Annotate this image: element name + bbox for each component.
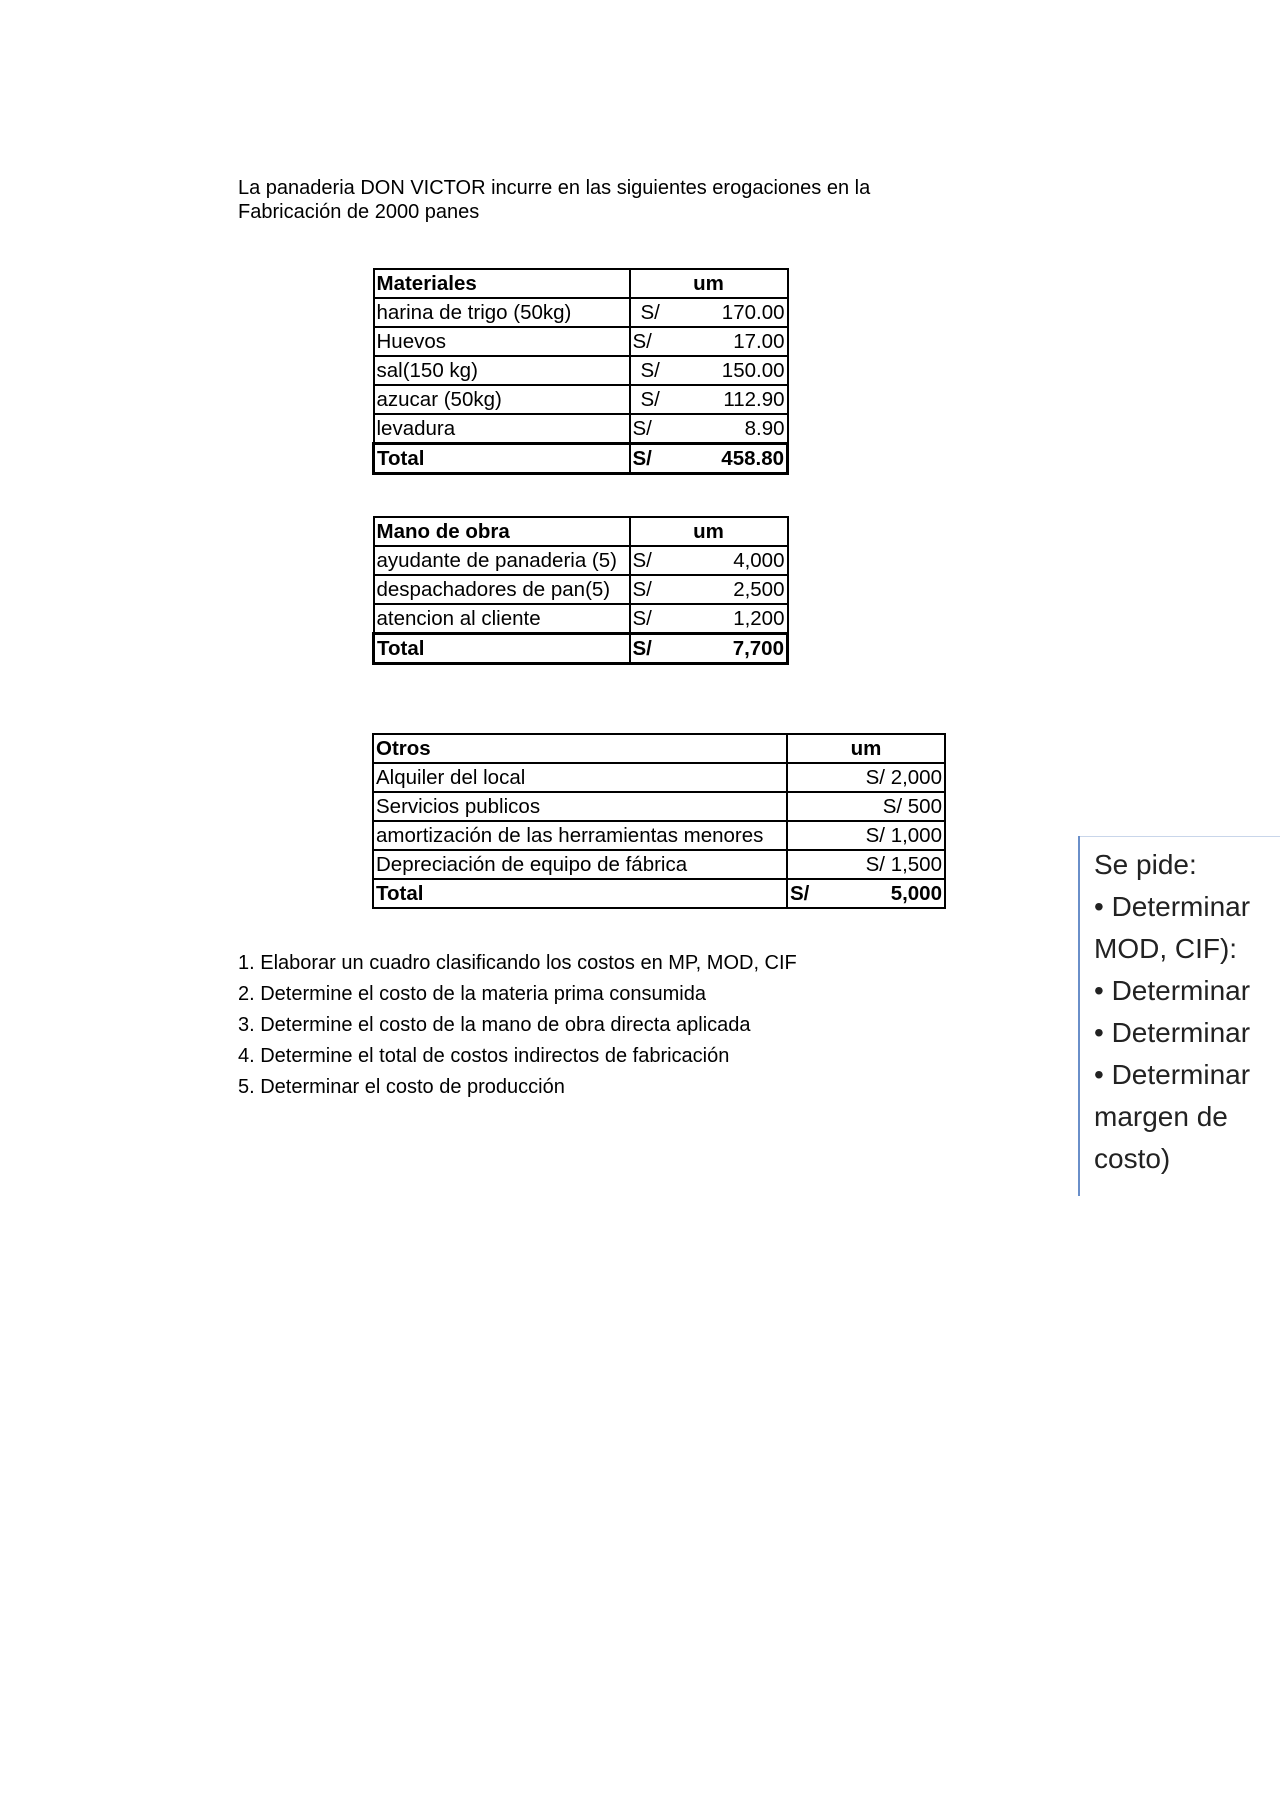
otros-header[interactable]: Otros [373,734,787,763]
total-currency[interactable]: S/ [630,634,670,664]
amount-cell[interactable]: 17.00 [670,327,788,356]
pasted-line: MOD, CIF): [1094,933,1238,964]
row-label[interactable]: azucar (50kg) [374,385,630,414]
table-row [374,327,788,356]
table-row [374,575,788,604]
mano-obra-table [372,516,789,665]
total-label[interactable]: Total [374,444,630,474]
pasted-line: Se pide: [1094,849,1197,880]
um-header[interactable]: um [787,734,945,763]
pasted-image[interactable] [1078,836,1280,1196]
total-label[interactable]: Total [373,879,787,908]
amount-cell[interactable]: 112.90 [670,385,788,414]
table-row [374,298,788,327]
total-amount[interactable]: 7,700 [670,634,788,664]
row-label[interactable]: levadura [374,414,630,444]
mano-obra-header[interactable]: Mano de obra [374,517,630,546]
question-item[interactable]: 4. Determine el total de costos indirectos de fabricación [238,1045,730,1067]
table-header-row [374,269,788,298]
table-row [373,821,945,850]
amount-cell[interactable]: S/ 500 [787,792,945,821]
total-currency[interactable]: S/ [787,879,827,908]
total-currency[interactable]: S/ [630,444,670,474]
intro-line-2: Fabricación de 2000 panes [238,201,480,223]
question-item[interactable]: 1. Elaborar un cuadro clasificando los costos en MP, MOD, CIF [238,952,797,974]
pasted-line: margen de [1094,1101,1228,1132]
table-header-row [374,517,788,546]
question-item[interactable]: 2. Determine el costo de la materia prima consumida [238,983,706,1005]
row-label[interactable]: sal(150 kg) [374,356,630,385]
row-label[interactable]: amortización de las herramientas menores [373,821,787,850]
currency-cell[interactable]: S/ [630,327,670,356]
question-item[interactable]: 5. Determinar el costo de producción [238,1076,565,1098]
materiales-table [372,268,789,475]
um-header[interactable]: um [630,269,788,298]
amount-cell[interactable]: 2,500 [670,575,788,604]
pasted-image-border [1080,836,1280,837]
amount-cell[interactable]: 150.00 [670,356,788,385]
row-label[interactable]: harina de trigo (50kg) [374,298,630,327]
questions-list [238,948,797,1103]
total-row [374,444,788,474]
currency-cell[interactable]: S/ [630,546,670,575]
row-label[interactable]: Alquiler del local [373,763,787,792]
pasted-line: costo) [1094,1143,1171,1174]
amount-cell[interactable]: S/ 1,500 [787,850,945,879]
question-item[interactable]: 3. Determine el costo de la mano de obra directa aplicada [238,1014,751,1036]
row-label[interactable]: despachadores de pan(5) [374,575,630,604]
pasted-line: • Determinar [1094,1059,1251,1090]
amount-cell[interactable]: 4,000 [670,546,788,575]
row-label[interactable]: ayudante de panaderia (5) [374,546,630,575]
table-header-row [373,734,945,763]
pasted-line: • Determinar [1094,1017,1251,1048]
intro-line-1: La panaderia DON VICTOR incurre en las siguientes erogaciones en la [238,177,871,199]
row-label[interactable]: atencion al cliente [374,604,630,634]
table-row [374,414,788,444]
currency-cell[interactable]: S/ [630,575,670,604]
intro-text [238,176,938,224]
currency-cell[interactable]: S/ [630,385,670,414]
table-row [373,763,945,792]
total-label[interactable]: Total [374,634,630,664]
amount-cell[interactable]: 8.90 [670,414,788,444]
row-label[interactable]: Huevos [374,327,630,356]
pasted-line: • Determinar [1094,891,1251,922]
table-row [374,546,788,575]
otros-table [372,733,946,909]
amount-cell[interactable]: 170.00 [670,298,788,327]
table-row [373,850,945,879]
table-row [374,356,788,385]
pasted-line: • Determinar [1094,975,1251,1006]
currency-cell[interactable]: S/ [630,298,670,327]
materiales-header[interactable]: Materiales [374,269,630,298]
row-label[interactable]: Depreciación de equipo de fábrica [373,850,787,879]
currency-cell[interactable]: S/ [630,356,670,385]
table-row [374,385,788,414]
um-header[interactable]: um [630,517,788,546]
amount-cell[interactable]: S/ 2,000 [787,763,945,792]
row-label[interactable]: Servicios publicos [373,792,787,821]
total-row [373,879,945,908]
total-row [374,634,788,664]
pasted-image-text [1094,844,1250,1180]
total-amount[interactable]: 5,000 [827,879,945,908]
total-amount[interactable]: 458.80 [670,444,788,474]
table-row [374,604,788,634]
table-row [373,792,945,821]
currency-cell[interactable]: S/ [630,604,670,634]
amount-cell[interactable]: 1,200 [670,604,788,634]
amount-cell[interactable]: S/ 1,000 [787,821,945,850]
currency-cell[interactable]: S/ [630,414,670,444]
